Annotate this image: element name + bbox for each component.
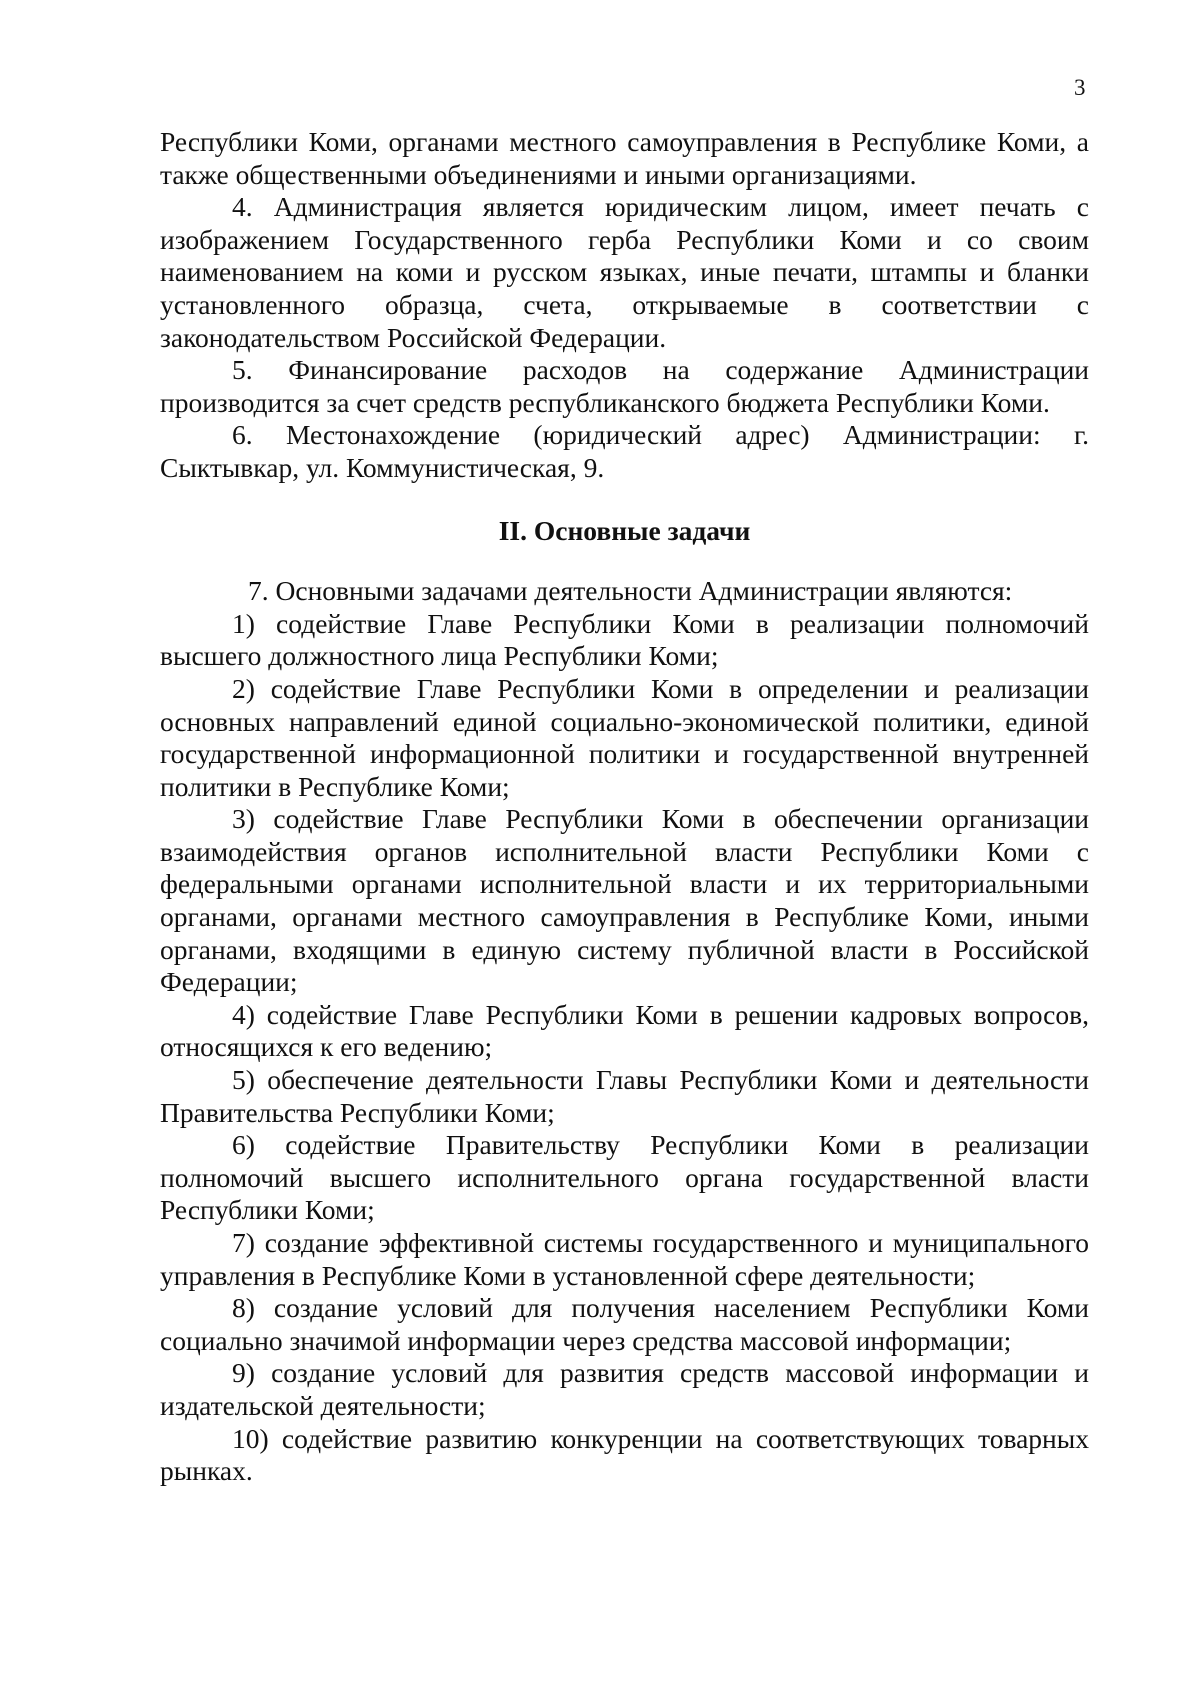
- section-heading: II. Основные задачи: [498, 514, 751, 546]
- paragraph-7-intro: 7. Основными задачами деятельности Администрации являются:: [248, 575, 1013, 607]
- task-item: 9) создание условий для развития средств массовой информации и издательской деятельности;: [160, 1357, 1089, 1421]
- paragraph-6: 6. Местонахождение (юридический адрес) Администрации: г. Сыктывкар, ул. Коммунистическая, 9.: [160, 419, 1089, 483]
- task-item: 4) содействие Главе Республики Коми в решении кадровых вопросов, относящихся к его ведению;: [160, 998, 1089, 1063]
- task-item: 2) содействие Главе Республики Коми в определении и реализации основных направлений единой социально-экономической политики, единой государственной информационной политики и государственной внутренней политики в Республике Коми;: [160, 672, 1089, 802]
- paragraph-5: 5. Финансирование расходов на содержание Администрации производится за счет средств республиканского бюджета Республики Коми.: [160, 354, 1089, 418]
- task-item: 3) содействие Главе Республики Коми в обеспечении организации взаимодействия органов исполнительной власти Республики Коми с федеральными органами исполнительной власти и их территориальными органами, органами местного самоуправления в Республике Коми, иными органами, входящими в единую систему публичной власти в Российской Федерации;: [160, 803, 1089, 998]
- continuation-paragraph: Республики Коми, органами местного самоуправления в Республике Коми, а также общественными объединениями и иными организациями.: [160, 126, 1089, 190]
- task-item: 1) содействие Главе Республики Коми в реализации полномочий высшего должностного лица Республики Коми;: [160, 607, 1089, 672]
- task-item: 5) обеспечение деятельности Главы Республики Коми и деятельности Правительства Республики Коми;: [160, 1064, 1089, 1128]
- task-item: 8) создание условий для получения населением Республики Коми социально значимой информации через средства массовой информации;: [160, 1292, 1089, 1356]
- task-item: 7) создание эффективной системы государственного и муниципального управления в Республике Коми в установленной сфере деятельности;: [160, 1227, 1089, 1291]
- task-item: 10) содействие развитию конкуренции на соответствующих товарных рынках.: [160, 1422, 1089, 1487]
- page-number: 3: [1074, 75, 1086, 100]
- task-item: 6) содействие Правительству Республики Коми в реализации полномочий высшего исполнительного органа государственной власти Республики Коми;: [160, 1129, 1089, 1226]
- document-body: [160, 126, 1089, 1488]
- paragraph-4: 4. Администрация является юридическим лицом, имеет печать с изображением Государственного герба Республики Коми и со своим наименованием на коми и русском языках, иные печати, штампы и бланки установленного образца, счета, открываемые в соответствии с законодательством Российской Федерации.: [160, 191, 1089, 353]
